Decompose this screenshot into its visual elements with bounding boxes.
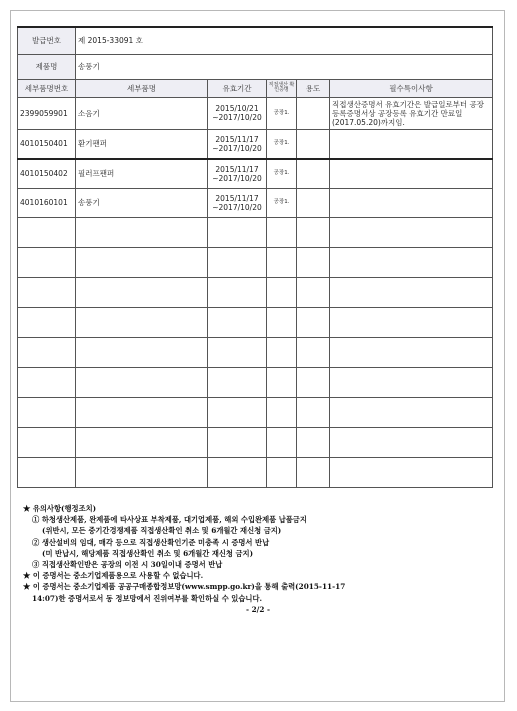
note-item: ★ 이 증명서는 중소기업제품용으로 사용할 수 없습니다. bbox=[23, 571, 204, 581]
empty-row bbox=[18, 457, 493, 487]
row-name: 필러프팬퍼 bbox=[76, 159, 208, 188]
note-item: ① 하청생산제품, 완제품에 타사상표 부착제품, 대기업제품, 해외 수입완제품 납품금지 bbox=[32, 515, 307, 525]
col-header-name: 세부품명 bbox=[76, 79, 208, 97]
row-remarks: 직접생산증명서 유효기간은 발급일로부터 공장등록증명서상 공장등록 유효기간 만료일(2017.05.20)까지임. bbox=[330, 97, 493, 129]
table-row bbox=[18, 159, 493, 188]
empty-row bbox=[18, 337, 493, 367]
note-item: ★ 이 증명서는 중소기업제품 공공구매종합정보망(www.smpp.go.kr)을 통해 출력(2015-11-17 bbox=[23, 582, 346, 592]
col-header-code: 세부품명번호 bbox=[18, 79, 76, 97]
row-period: 2015/11/17 ~2017/10/20 bbox=[208, 159, 267, 188]
notes-title: ★ 유의사항(행정조치) bbox=[23, 504, 97, 513]
issue-number-value: 제 2015-33091 호 bbox=[76, 27, 493, 54]
row-code: 4010150402 bbox=[18, 159, 76, 188]
note-item: ③ 직접생산확인받은 공장의 이전 시 30일이내 증명서 반납 bbox=[32, 560, 223, 570]
row-period: 2015/11/17 ~2017/10/20 bbox=[208, 188, 267, 217]
row-confirm: 공장1. bbox=[267, 188, 297, 217]
row-confirm: 공장1. bbox=[267, 97, 297, 129]
row-usage bbox=[297, 188, 330, 217]
row-code: 4010160101 bbox=[18, 188, 76, 217]
row-period: 2015/11/17 ~2017/10/20 bbox=[208, 129, 267, 159]
row-code: 2399059901 bbox=[18, 97, 76, 129]
row-remarks bbox=[330, 188, 493, 217]
issue-number-label: 발급번호 bbox=[18, 27, 76, 54]
notes-section bbox=[23, 503, 493, 615]
note-item: (미 반납시, 해당제품 직접생산확인 취소 및 6개월간 재신청 금지) bbox=[42, 548, 254, 558]
col-header-usage: 용도 bbox=[297, 79, 330, 97]
row-name: 소음기 bbox=[76, 97, 208, 129]
page-number: - 2/2 - bbox=[246, 604, 270, 614]
note-item: 14:07)한 증명서로서 동 정보망에서 진위여부를 확인하실 수 있습니다. bbox=[32, 593, 263, 603]
table-row bbox=[18, 188, 493, 217]
empty-row bbox=[18, 277, 493, 307]
col-header-remarks: 필수특이사항 bbox=[330, 79, 493, 97]
row-remarks bbox=[330, 159, 493, 188]
row-confirm: 공장1. bbox=[267, 159, 297, 188]
row-code: 4010150401 bbox=[18, 129, 76, 159]
note-item: (위반시, 모든 중기간경쟁제품 직접생산확인 취소 및 6개월간 재신청 금지) bbox=[42, 526, 282, 536]
row-usage bbox=[297, 159, 330, 188]
table-row bbox=[18, 129, 493, 159]
product-name-label: 제품명 bbox=[18, 54, 76, 79]
empty-row bbox=[18, 367, 493, 397]
col-header-period: 유효기간 bbox=[208, 79, 267, 97]
col-header-confirm: 직접생산 확인증명 bbox=[267, 79, 297, 97]
product-name-value: 송풍기 bbox=[76, 54, 493, 79]
row-usage bbox=[297, 129, 330, 159]
row-confirm: 공장1. bbox=[267, 129, 297, 159]
row-remarks bbox=[330, 129, 493, 159]
empty-row bbox=[18, 307, 493, 337]
certificate-table bbox=[17, 26, 493, 488]
empty-row bbox=[18, 397, 493, 427]
row-name: 환기팬퍼 bbox=[76, 129, 208, 159]
row-period: 2015/10/21 ~2017/10/20 bbox=[208, 97, 267, 129]
note-item: ② 생산설비의 임대, 매각 등으로 직접생산확인기준 미충족 시 증명서 반납 bbox=[32, 537, 270, 547]
empty-row bbox=[18, 247, 493, 277]
empty-row bbox=[18, 217, 493, 247]
table-row bbox=[18, 97, 493, 129]
row-name: 송풍기 bbox=[76, 188, 208, 217]
empty-row bbox=[18, 427, 493, 457]
row-usage bbox=[297, 97, 330, 129]
